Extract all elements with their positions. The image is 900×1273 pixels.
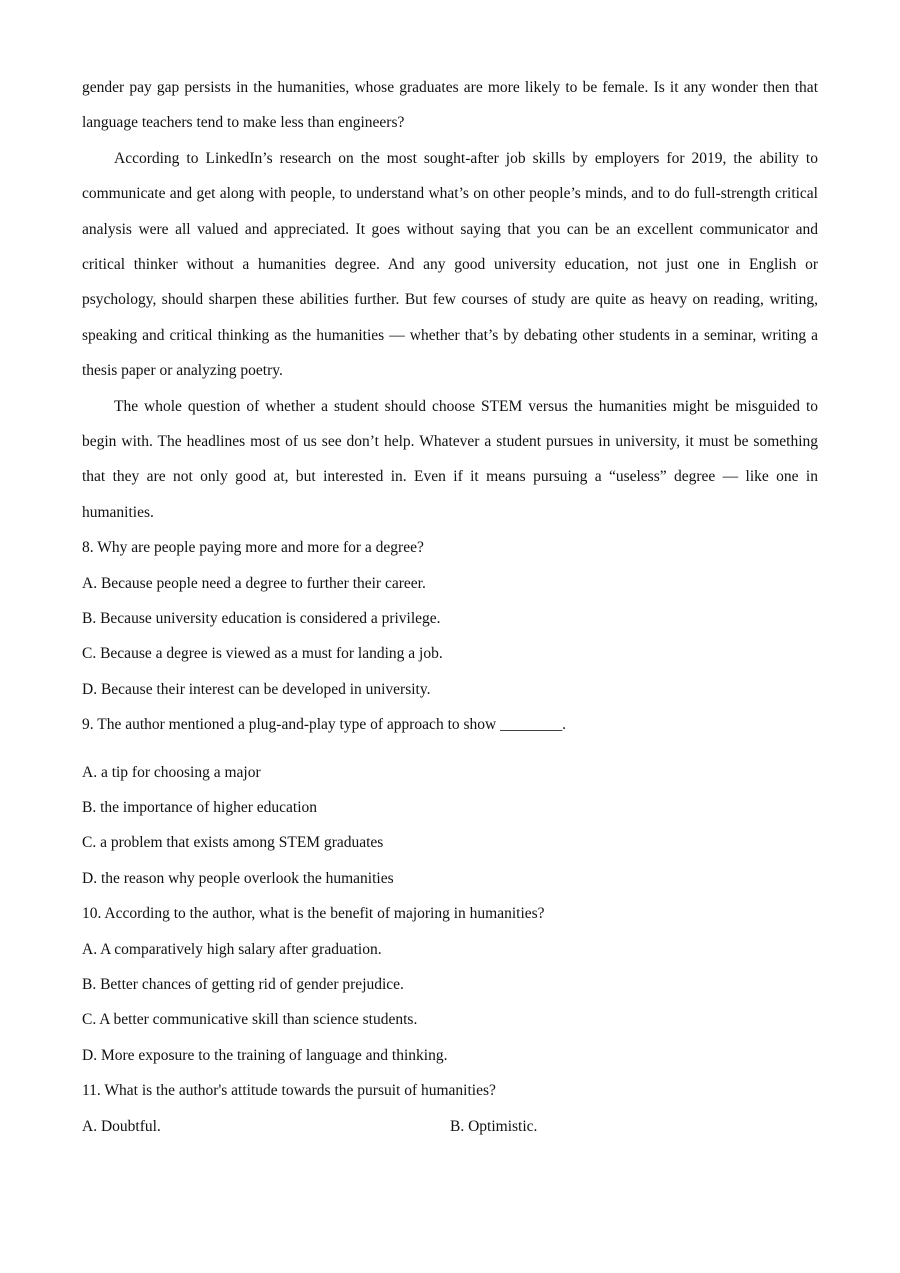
answer-option: D. More exposure to the training of language and thinking. <box>82 1046 448 1064</box>
answer-option: A. a tip for choosing a major <box>82 763 261 781</box>
question-stem: 8. Why are people paying more and more for a degree? <box>82 539 424 557</box>
passage-paragraph: The whole question of whether a student should choose STEM versus the humanities might be misguided to begin with. The headlines most of us see don’t help. Whatever a student pursues in university, it must be something that they are not only good at, but interested in. Even if it means pursuing a “useless” degree — like one in humanities. <box>82 397 818 521</box>
answer-option: C. A better communicative skill than science students. <box>82 1011 418 1029</box>
answer-option: D. the reason why people overlook the humanities <box>82 869 394 887</box>
question-stem: 11. What is the author's attitude towards the pursuit of humanities? <box>82 1082 496 1100</box>
answer-option: D. Because their interest can be developed in university. <box>82 680 431 698</box>
question-10 <box>82 896 818 1073</box>
question-8 <box>82 530 818 707</box>
answer-option: A. A comparatively high salary after graduation. <box>82 940 382 958</box>
answer-option: A. Because people need a degree to further their career. <box>82 574 426 592</box>
question-stem: 10. According to the author, what is the benefit of majoring in humanities? <box>82 905 545 923</box>
answer-options-row <box>82 1109 818 1144</box>
question-11 <box>82 1073 818 1144</box>
answer-option: A. Doubtful. <box>82 1117 161 1135</box>
answer-option: B. Optimistic. <box>450 1117 538 1135</box>
passage-paragraph: According to LinkedIn’s research on the most sought-after job skills by employers for 2019, the ability to communicate and get along with people, to understand what’s on other people’s minds, and to do full-strength critical analysis were all valued and appreciated. It goes without saying that you can be an excellent communicator and critical thinker without a humanities degree. And any good university education, not just one in English or psychology, should sharpen these abilities further. But few courses of study are quite as heavy on reading, writing, speaking and critical thinking as the humanities — whether that’s by debating other students in a seminar, writing a thesis paper or analyzing poetry. <box>82 149 818 380</box>
question-stem: 9. The author mentioned a plug-and-play type of approach to show ________. <box>82 716 566 734</box>
answer-option: C. a problem that exists among STEM graduates <box>82 834 384 852</box>
passage-paragraph: gender pay gap persists in the humanities, whose graduates are more likely to be female. Is it any wonder then that language teachers tend to make less than engineers? <box>82 79 818 132</box>
question-9 <box>82 707 818 896</box>
spacer <box>82 743 818 755</box>
answer-option: B. the importance of higher education <box>82 799 318 817</box>
answer-option: B. Because university education is considered a privilege. <box>82 610 441 628</box>
answer-option: B. Better chances of getting rid of gender prejudice. <box>82 975 404 993</box>
answer-option: C. Because a degree is viewed as a must for landing a job. <box>82 645 443 663</box>
